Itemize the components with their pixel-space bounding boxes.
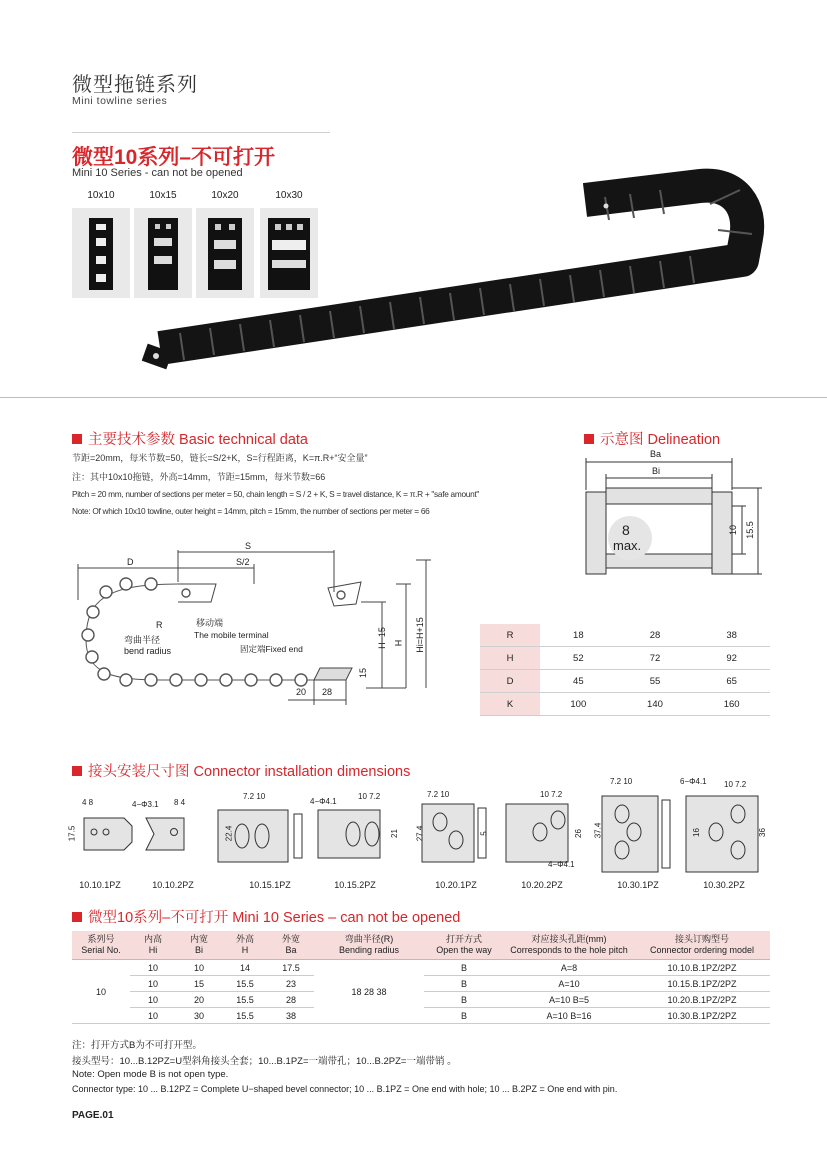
bullet-square-icon	[72, 912, 82, 922]
note-line: Connector type: 10 ... B.12PZ = Complete U−shaped bevel connector; 10 ... B.1PZ = One end with hole; 10 ... B.2PZ = One end with pin.	[72, 1084, 618, 1094]
table-row: 10 15 15.5 23 B A=10 10.15.B.1PZ/2PZ	[72, 976, 770, 992]
product-title-cn: 微型10系列–不可打开	[72, 146, 276, 169]
dim-label: 8 4	[174, 798, 186, 807]
bend-label-en: bend radius	[124, 646, 172, 656]
connector-caption: 10.20.1PZ	[435, 880, 477, 890]
technical-title: 主要技术参数 Basic technical data	[88, 432, 308, 448]
drag-chain-photo	[140, 160, 780, 390]
technical-line: 节距=20mm，每米节数=50，链长=S/2+K，S=行程距离，K=π.R+“安全量”	[72, 453, 368, 463]
connector-caption: 10.10.2PZ	[152, 880, 194, 890]
thumb-label: 10x15	[149, 190, 177, 201]
thumb-label: 10x20	[211, 190, 239, 201]
connector-caption: 10.30.2PZ	[703, 880, 745, 890]
max-value: 8	[622, 522, 630, 538]
page-title-en: Mini towline series	[72, 95, 168, 107]
dim-label: 4−Φ3.1	[132, 800, 159, 809]
product-title-en: Mini 10 Series - can not be opened	[72, 167, 243, 179]
dim-label: 7.2 10	[243, 792, 266, 801]
connector-section-title	[72, 760, 410, 781]
dim-label: 10 7.2	[540, 790, 563, 799]
dim-Bi: Bi	[652, 466, 661, 476]
section-divider	[0, 397, 827, 398]
connector-caption: 10.30.1PZ	[617, 880, 659, 890]
dim-label: 21	[389, 829, 399, 838]
header-divider	[72, 132, 330, 133]
connector-caption: 10.10.1PZ	[79, 880, 121, 890]
dim-label: 10 7.2	[724, 780, 747, 789]
dim-10: 10	[728, 524, 739, 536]
dim-label: 22.4	[224, 825, 234, 842]
dim-15-5: 15.5	[744, 521, 755, 539]
dim-label: 4−Φ4.1	[548, 860, 575, 869]
connector-drawings	[66, 780, 786, 880]
series-section-title	[72, 906, 460, 927]
dim-20: 20	[296, 687, 307, 697]
table-row: R 18 28 38	[480, 624, 770, 647]
delineation-drawing	[580, 448, 780, 580]
bullet-square-icon	[72, 434, 82, 444]
dim-label: 37.4	[593, 822, 603, 839]
fixed-label: 固定端Fixed end	[240, 644, 303, 654]
table-row: H 52 72 92	[480, 647, 770, 670]
dim-label: 10 7.2	[358, 792, 381, 801]
connector-caption: 10.15.2PZ	[334, 880, 376, 890]
note-line: Note: Open mode B is not open type.	[72, 1069, 229, 1080]
page-number: PAGE.01	[72, 1110, 114, 1121]
dim-label: 4 8	[82, 798, 94, 807]
table-row: K 100 140 160	[480, 693, 770, 716]
table-row: 10 20 15.5 28 B A=10 B=5 10.20.B.1PZ/2PZ	[72, 992, 770, 1008]
chain-dimension-diagram	[66, 540, 446, 715]
dim-S: S	[245, 541, 252, 551]
thumb-10x10	[72, 208, 130, 298]
dim-Hi: Hi=H+15	[414, 617, 425, 653]
connector-caption: 10.20.2PZ	[521, 880, 563, 890]
thumb-label: 10x30	[275, 190, 303, 201]
dim-label: 27.4	[415, 825, 425, 842]
dim-H-15: H−15	[376, 627, 387, 649]
dim-D: D	[127, 557, 134, 567]
technical-line: Pitch = 20 mm, number of sections per meter = 50, chain length = S / 2 + K, S = travel distance, K = π.R + "safe amount"	[72, 489, 480, 499]
connector-title: 接头安装尺寸图 Connector installation dimensions	[88, 764, 411, 780]
page-title-cn: 微型拖链系列	[72, 74, 198, 96]
technical-line: Note: Of which 10x10 towline, outer height = 14mm, pitch = 15mm, the number of sections per meter = 66	[72, 506, 430, 516]
series-title: 微型10系列–不可打开 Mini 10 Series – can not be opened	[88, 910, 461, 926]
dim-label: 5	[479, 831, 489, 836]
table-row: 10 30 15.5 38 B A=10 B=16 10.30.B.1PZ/2PZ	[72, 1008, 770, 1024]
table-row: 10 10 10 14 17.5 18 28 38 B A=8 10.10.B.1PZ/2PZ	[72, 960, 770, 976]
dim-28: 28	[322, 687, 333, 697]
connector-caption: 10.15.1PZ	[249, 880, 291, 890]
bend-label-cn: 弯曲半径	[124, 635, 161, 645]
parameter-table	[480, 624, 770, 716]
bullet-square-icon	[72, 766, 82, 776]
note-line: 接头型号：10...B.12PZ=U型斜角接头全套；10...B.1PZ=一端带孔；10...B.2PZ=一端带销 。	[72, 1056, 457, 1067]
table-header-row: 系列号 Serial No. 内高 Hi 内宽 Bi 外高 H 外宽 Ba 弯曲半径(R) Bending radius 打开方式 Open the way 对应接头孔距(mm) Corresponds to the hole pitch 接头订购型号 Connector ordering model	[72, 931, 770, 960]
technical-line: 注：其中10x10拖链，外高=14mm，节距=15mm，每米节数=66	[72, 472, 326, 482]
mobile-label-en: The mobile terminal	[194, 630, 269, 640]
dim-label: 7.2 10	[610, 777, 633, 786]
delineation-title: 示意图 Delineation	[600, 432, 721, 448]
dim-Ba: Ba	[650, 449, 662, 459]
series-table	[72, 931, 770, 1024]
dim-label: 7.2 10	[427, 790, 450, 799]
dim-label: 26	[573, 829, 583, 838]
technical-section-title	[72, 428, 308, 449]
delineation-section-title	[584, 428, 720, 449]
dim-H: H	[393, 639, 404, 647]
mobile-label-cn: 移动端	[196, 618, 224, 628]
dim-R: R	[156, 620, 163, 630]
dim-label: 36	[757, 828, 767, 837]
dim-label: 17.5	[67, 825, 77, 842]
dim-label: 16	[691, 828, 701, 837]
thumb-label: 10x10	[87, 190, 115, 201]
dim-15: 15	[358, 667, 369, 679]
note-line: 注：打开方式B为不可打开型。	[72, 1040, 202, 1051]
dim-S2: S/2	[236, 557, 250, 567]
bullet-square-icon	[584, 434, 594, 444]
max-label: max.	[613, 538, 642, 553]
dim-label: 6−Φ4.1	[680, 777, 707, 786]
table-row: D 45 55 65	[480, 670, 770, 693]
dim-label: 4−Φ4.1	[310, 797, 337, 806]
